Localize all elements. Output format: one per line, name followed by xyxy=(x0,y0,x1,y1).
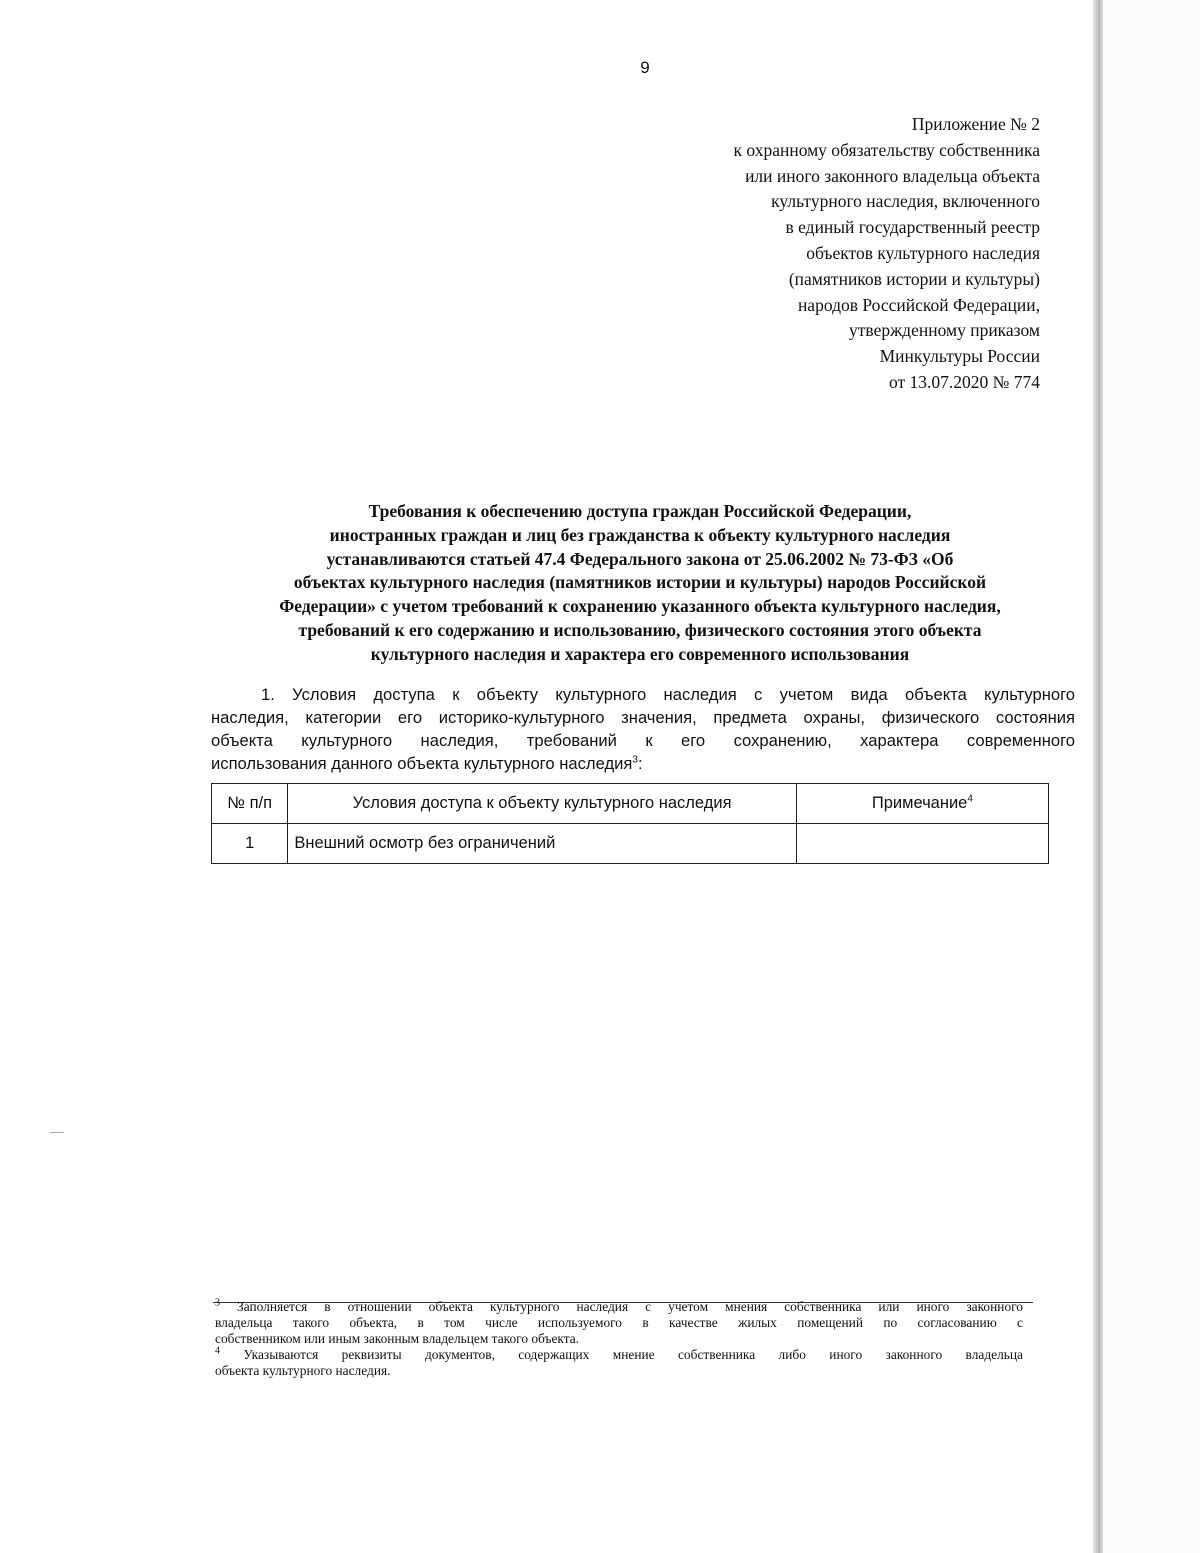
appendix-line: или иного законного владельца объекта xyxy=(745,165,1040,186)
paragraph-line: использования данного объекта культурного наследия xyxy=(211,754,633,773)
footnote-line: $^3$ Заполняется в отношении объекта культурного наследия с учетом мнения собственника или иного законного xyxy=(215,1297,1023,1314)
appendix-line: от 13.07.2020 № 774 xyxy=(889,371,1040,392)
access-conditions-paragraph xyxy=(211,683,1075,775)
paragraph-line: объекта культурного наследия, требований к его сохранению, характера современного xyxy=(211,731,1075,750)
heading-line: требований к его содержанию и использованию, физического состояния этого объекта xyxy=(298,619,982,640)
page-number: 9 xyxy=(640,58,650,77)
table-row xyxy=(212,824,1049,864)
header-note xyxy=(796,784,1048,824)
heading-line: иностранных граждан и лиц без гражданства к объекту культурного наследия xyxy=(329,524,951,545)
footnote-4 xyxy=(215,1347,1023,1379)
header-num: № п/п xyxy=(212,784,288,824)
footnotes xyxy=(215,1299,1023,1379)
appendix-line: объектов культурного наследия xyxy=(806,242,1040,263)
access-conditions-table xyxy=(211,783,1049,864)
footnote-marker: 4 xyxy=(215,1345,220,1357)
heading-line: устанавливаются статьей 47.4 Федерального закона от 25.06.2002 № 73-ФЗ «Об xyxy=(326,548,954,569)
footnote-3 xyxy=(215,1299,1023,1347)
appendix-line: (памятников истории и культуры) xyxy=(788,268,1040,289)
paragraph-line-last xyxy=(211,752,1075,775)
cell-num: 1 xyxy=(212,824,288,864)
scan-edge-shadow xyxy=(1093,0,1103,1553)
appendix-block xyxy=(640,112,1040,396)
appendix-line: Приложение № 2 xyxy=(911,114,1040,134)
document-heading xyxy=(205,500,1075,667)
scan-margin xyxy=(1104,0,1200,1553)
paragraph-line: наследия, категории его историко-культурного значения, предмета охраны, физического состояния xyxy=(211,708,1075,727)
appendix-line: Минкультуры России xyxy=(879,346,1040,367)
appendix-line: утвержденному приказом xyxy=(849,320,1040,341)
paragraph-line: 1. Условия доступа к объекту культурного наследия с учетом вида объекта культурного xyxy=(261,685,1075,704)
cell-note xyxy=(796,824,1048,864)
footnote-marker: 3 xyxy=(215,1297,220,1309)
footnote-ref: 3 xyxy=(632,754,638,766)
heading-line: Федерации» с учетом требований к сохранению указанного объекта культурного наследия, xyxy=(279,596,1001,617)
header-condition: Условия доступа к объекту культурного наследия xyxy=(288,784,796,824)
footnote-line: собственником или иным законным владельцем такого объекта. xyxy=(215,1331,580,1346)
appendix-line: в единый государственный реестр xyxy=(785,217,1040,238)
header-note-label: Примечание xyxy=(871,794,968,812)
heading-line: культурного наследия и характера его современного использования xyxy=(370,643,910,664)
table-header-row xyxy=(212,784,1049,824)
paragraph-trailing: : xyxy=(637,754,643,773)
cell-condition: Внешний осмотр без ограничений xyxy=(288,824,796,864)
appendix-line: к охранному обязательству собственника xyxy=(733,139,1040,160)
appendix-line: народов Российской Федерации, xyxy=(797,294,1040,315)
footnote-line: владельца такого объекта, в том числе используемого в качестве жилых помещений по согласованию с xyxy=(215,1315,1023,1330)
footnote-ref: 4 xyxy=(967,793,973,805)
footnote-line: объекта культурного наследия. xyxy=(215,1363,391,1378)
appendix-line: культурного наследия, включенного xyxy=(771,191,1040,212)
scan-artifact xyxy=(50,1132,64,1133)
footnote-line: $^4$ Указываются реквизиты документов, содержащих мнение собственника либо иного законного владельца xyxy=(215,1345,1023,1362)
heading-line: объектах культурного наследия (памятников истории и культуры) народов Российской xyxy=(293,572,987,593)
heading-line: Требования к обеспечению доступа граждан Российской Федерации, xyxy=(368,501,912,521)
